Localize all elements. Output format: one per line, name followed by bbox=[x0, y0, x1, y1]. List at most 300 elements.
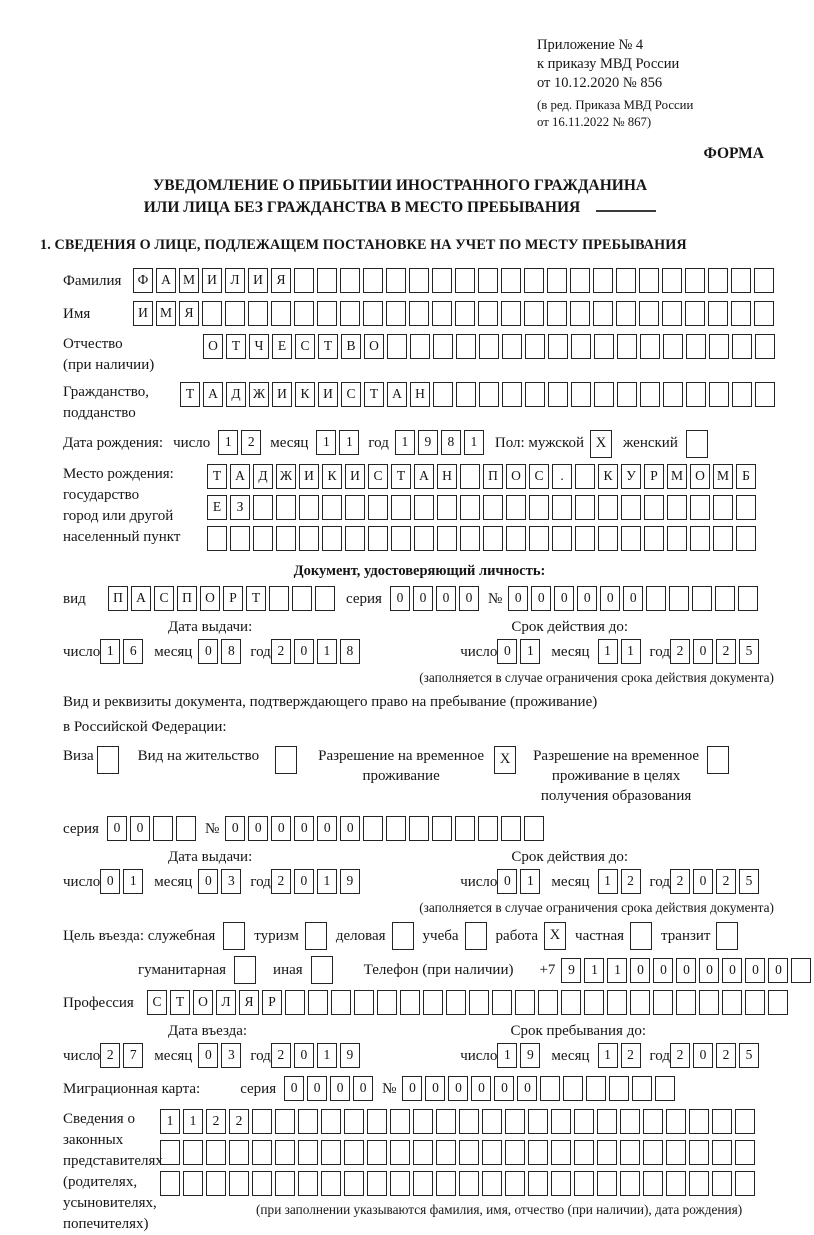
char-box[interactable]: У bbox=[621, 464, 641, 489]
char-box[interactable] bbox=[409, 816, 429, 841]
char-box[interactable] bbox=[391, 495, 411, 520]
char-box[interactable] bbox=[311, 956, 333, 984]
char-box[interactable] bbox=[529, 526, 549, 551]
char-box[interactable] bbox=[298, 1140, 318, 1165]
char-box[interactable] bbox=[202, 301, 222, 326]
char-box[interactable] bbox=[482, 1109, 502, 1134]
char-box[interactable] bbox=[432, 301, 452, 326]
char-box[interactable]: 0 bbox=[745, 958, 765, 983]
char-box[interactable]: 2 bbox=[241, 430, 261, 455]
char-box[interactable] bbox=[391, 526, 411, 551]
char-box[interactable]: 0 bbox=[307, 1076, 327, 1101]
char-box[interactable]: 0 bbox=[554, 586, 574, 611]
char-box[interactable] bbox=[630, 990, 650, 1015]
char-box[interactable] bbox=[713, 495, 733, 520]
char-box[interactable] bbox=[298, 1109, 318, 1134]
char-box[interactable]: М bbox=[667, 464, 687, 489]
char-box[interactable] bbox=[363, 301, 383, 326]
char-box[interactable]: 1 bbox=[621, 639, 641, 664]
char-box[interactable]: 3 bbox=[221, 1043, 241, 1068]
char-box[interactable] bbox=[524, 301, 544, 326]
char-box[interactable] bbox=[791, 958, 811, 983]
char-box[interactable] bbox=[529, 495, 549, 520]
char-box[interactable] bbox=[400, 990, 420, 1015]
char-box[interactable]: 0 bbox=[497, 639, 517, 664]
char-box[interactable] bbox=[715, 586, 735, 611]
char-box[interactable]: 8 bbox=[441, 430, 461, 455]
char-box[interactable] bbox=[479, 382, 499, 407]
char-box[interactable]: Я bbox=[179, 301, 199, 326]
char-box[interactable]: X bbox=[544, 922, 566, 950]
char-box[interactable]: 0 bbox=[390, 586, 410, 611]
char-box[interactable] bbox=[640, 334, 660, 359]
char-box[interactable]: О bbox=[203, 334, 223, 359]
char-box[interactable]: 0 bbox=[294, 869, 314, 894]
char-box[interactable]: 0 bbox=[198, 869, 218, 894]
char-box[interactable] bbox=[344, 1171, 364, 1196]
char-box[interactable] bbox=[322, 495, 342, 520]
char-box[interactable] bbox=[528, 1171, 548, 1196]
char-box[interactable]: Л bbox=[216, 990, 236, 1015]
char-box[interactable] bbox=[321, 1140, 341, 1165]
char-box[interactable] bbox=[409, 301, 429, 326]
char-box[interactable]: 0 bbox=[471, 1076, 491, 1101]
char-box[interactable] bbox=[551, 1140, 571, 1165]
char-box[interactable] bbox=[563, 1076, 583, 1101]
char-box[interactable]: 3 bbox=[221, 869, 241, 894]
char-box[interactable]: Д bbox=[226, 382, 246, 407]
char-box[interactable]: 0 bbox=[448, 1076, 468, 1101]
char-box[interactable] bbox=[646, 586, 666, 611]
char-box[interactable] bbox=[524, 816, 544, 841]
char-box[interactable]: 1 bbox=[317, 1043, 337, 1068]
char-box[interactable]: 0 bbox=[248, 816, 268, 841]
char-box[interactable]: 0 bbox=[402, 1076, 422, 1101]
char-box[interactable] bbox=[276, 526, 296, 551]
char-box[interactable]: 1 bbox=[316, 430, 336, 455]
char-box[interactable] bbox=[620, 1140, 640, 1165]
char-box[interactable]: 0 bbox=[494, 1076, 514, 1101]
char-box[interactable]: А bbox=[230, 464, 250, 489]
char-box[interactable] bbox=[367, 1140, 387, 1165]
char-box[interactable]: 0 bbox=[497, 869, 517, 894]
char-box[interactable] bbox=[735, 1171, 755, 1196]
char-box[interactable] bbox=[593, 268, 613, 293]
char-box[interactable]: 0 bbox=[699, 958, 719, 983]
char-box[interactable] bbox=[275, 1109, 295, 1134]
char-box[interactable]: 1 bbox=[607, 958, 627, 983]
char-box[interactable]: Ф bbox=[133, 268, 153, 293]
char-box[interactable] bbox=[620, 1109, 640, 1134]
char-box[interactable] bbox=[663, 382, 683, 407]
char-box[interactable] bbox=[505, 1140, 525, 1165]
char-box[interactable] bbox=[308, 990, 328, 1015]
char-box[interactable] bbox=[413, 1109, 433, 1134]
char-box[interactable] bbox=[584, 990, 604, 1015]
char-box[interactable]: 0 bbox=[100, 869, 120, 894]
char-box[interactable]: И bbox=[133, 301, 153, 326]
char-box[interactable]: . bbox=[552, 464, 572, 489]
char-box[interactable] bbox=[552, 495, 572, 520]
char-box[interactable] bbox=[299, 495, 319, 520]
char-box[interactable]: 0 bbox=[353, 1076, 373, 1101]
char-box[interactable] bbox=[368, 495, 388, 520]
char-box[interactable] bbox=[367, 1109, 387, 1134]
char-box[interactable] bbox=[275, 746, 297, 774]
char-box[interactable]: 0 bbox=[294, 816, 314, 841]
char-box[interactable]: К bbox=[322, 464, 342, 489]
char-box[interactable] bbox=[528, 1140, 548, 1165]
char-box[interactable] bbox=[183, 1171, 203, 1196]
char-box[interactable]: 0 bbox=[459, 586, 479, 611]
char-box[interactable]: С bbox=[368, 464, 388, 489]
char-box[interactable]: 2 bbox=[716, 639, 736, 664]
char-box[interactable]: О bbox=[200, 586, 220, 611]
char-box[interactable] bbox=[354, 990, 374, 1015]
char-box[interactable] bbox=[616, 301, 636, 326]
char-box[interactable]: 1 bbox=[520, 869, 540, 894]
char-box[interactable]: М bbox=[156, 301, 176, 326]
char-box[interactable] bbox=[390, 1140, 410, 1165]
char-box[interactable] bbox=[432, 268, 452, 293]
char-box[interactable] bbox=[501, 268, 521, 293]
char-box[interactable] bbox=[479, 334, 499, 359]
char-box[interactable] bbox=[571, 334, 591, 359]
char-box[interactable] bbox=[97, 746, 119, 774]
char-box[interactable]: 5 bbox=[739, 639, 759, 664]
char-box[interactable] bbox=[755, 382, 775, 407]
char-box[interactable] bbox=[331, 990, 351, 1015]
char-box[interactable] bbox=[617, 382, 637, 407]
char-box[interactable] bbox=[685, 301, 705, 326]
char-box[interactable]: 0 bbox=[653, 958, 673, 983]
char-box[interactable] bbox=[386, 268, 406, 293]
char-box[interactable]: Р bbox=[223, 586, 243, 611]
char-box[interactable] bbox=[722, 990, 742, 1015]
char-box[interactable] bbox=[502, 334, 522, 359]
char-box[interactable]: Я bbox=[271, 268, 291, 293]
char-box[interactable] bbox=[676, 990, 696, 1015]
char-box[interactable]: 2 bbox=[670, 1043, 690, 1068]
char-box[interactable] bbox=[525, 334, 545, 359]
char-box[interactable] bbox=[538, 990, 558, 1015]
char-box[interactable]: 6 bbox=[123, 639, 143, 664]
char-box[interactable] bbox=[230, 526, 250, 551]
char-box[interactable]: О bbox=[364, 334, 384, 359]
char-box[interactable] bbox=[708, 301, 728, 326]
char-box[interactable]: 0 bbox=[425, 1076, 445, 1101]
char-box[interactable] bbox=[620, 1171, 640, 1196]
char-box[interactable] bbox=[294, 301, 314, 326]
char-box[interactable] bbox=[446, 990, 466, 1015]
char-box[interactable] bbox=[561, 990, 581, 1015]
char-box[interactable] bbox=[551, 1109, 571, 1134]
char-box[interactable]: М bbox=[713, 464, 733, 489]
char-box[interactable] bbox=[340, 301, 360, 326]
char-box[interactable] bbox=[459, 1140, 479, 1165]
char-box[interactable] bbox=[248, 301, 268, 326]
char-box[interactable] bbox=[745, 990, 765, 1015]
char-box[interactable] bbox=[630, 922, 652, 950]
char-box[interactable]: 2 bbox=[206, 1109, 226, 1134]
char-box[interactable] bbox=[413, 1171, 433, 1196]
char-box[interactable] bbox=[206, 1140, 226, 1165]
char-box[interactable]: 9 bbox=[520, 1043, 540, 1068]
char-box[interactable] bbox=[492, 990, 512, 1015]
char-box[interactable]: 2 bbox=[621, 1043, 641, 1068]
char-box[interactable]: 0 bbox=[294, 639, 314, 664]
char-box[interactable] bbox=[363, 816, 383, 841]
char-box[interactable] bbox=[386, 816, 406, 841]
char-box[interactable] bbox=[575, 495, 595, 520]
char-box[interactable] bbox=[392, 922, 414, 950]
char-box[interactable]: 5 bbox=[739, 869, 759, 894]
char-box[interactable] bbox=[716, 922, 738, 950]
char-box[interactable] bbox=[686, 382, 706, 407]
char-box[interactable] bbox=[502, 382, 522, 407]
char-box[interactable] bbox=[176, 816, 196, 841]
char-box[interactable] bbox=[501, 301, 521, 326]
char-box[interactable] bbox=[669, 586, 689, 611]
char-box[interactable] bbox=[275, 1140, 295, 1165]
char-box[interactable]: П bbox=[177, 586, 197, 611]
char-box[interactable]: А bbox=[414, 464, 434, 489]
char-box[interactable]: П bbox=[483, 464, 503, 489]
char-box[interactable]: Е bbox=[272, 334, 292, 359]
char-box[interactable] bbox=[594, 382, 614, 407]
char-box[interactable] bbox=[640, 382, 660, 407]
char-box[interactable] bbox=[271, 301, 291, 326]
char-box[interactable]: 5 bbox=[739, 1043, 759, 1068]
char-box[interactable]: 1 bbox=[339, 430, 359, 455]
char-box[interactable] bbox=[643, 1171, 663, 1196]
char-box[interactable] bbox=[662, 268, 682, 293]
char-box[interactable] bbox=[639, 301, 659, 326]
char-box[interactable]: В bbox=[341, 334, 361, 359]
char-box[interactable] bbox=[685, 268, 705, 293]
char-box[interactable]: Т bbox=[246, 586, 266, 611]
char-box[interactable] bbox=[344, 1109, 364, 1134]
char-box[interactable]: И bbox=[345, 464, 365, 489]
char-box[interactable] bbox=[506, 526, 526, 551]
char-box[interactable] bbox=[299, 526, 319, 551]
char-box[interactable] bbox=[436, 1171, 456, 1196]
char-box[interactable]: П bbox=[108, 586, 128, 611]
char-box[interactable]: О bbox=[690, 464, 710, 489]
char-box[interactable]: 0 bbox=[198, 1043, 218, 1068]
char-box[interactable] bbox=[732, 382, 752, 407]
char-box[interactable] bbox=[460, 495, 480, 520]
char-box[interactable] bbox=[207, 526, 227, 551]
char-box[interactable] bbox=[483, 495, 503, 520]
char-box[interactable] bbox=[344, 1140, 364, 1165]
char-box[interactable] bbox=[223, 922, 245, 950]
char-box[interactable]: Я bbox=[239, 990, 259, 1015]
char-box[interactable] bbox=[456, 334, 476, 359]
char-box[interactable] bbox=[643, 1140, 663, 1165]
char-box[interactable] bbox=[460, 464, 480, 489]
char-box[interactable]: Т bbox=[207, 464, 227, 489]
char-box[interactable]: 1 bbox=[598, 869, 618, 894]
char-box[interactable] bbox=[736, 495, 756, 520]
char-box[interactable] bbox=[410, 334, 430, 359]
char-box[interactable] bbox=[455, 816, 475, 841]
char-box[interactable] bbox=[315, 586, 335, 611]
char-box[interactable] bbox=[653, 990, 673, 1015]
char-box[interactable]: 2 bbox=[229, 1109, 249, 1134]
char-box[interactable] bbox=[363, 268, 383, 293]
char-box[interactable]: X bbox=[494, 746, 516, 774]
char-box[interactable] bbox=[575, 464, 595, 489]
char-box[interactable] bbox=[570, 268, 590, 293]
char-box[interactable] bbox=[571, 382, 591, 407]
char-box[interactable] bbox=[390, 1109, 410, 1134]
char-box[interactable] bbox=[478, 816, 498, 841]
char-box[interactable]: 1 bbox=[395, 430, 415, 455]
char-box[interactable]: 1 bbox=[123, 869, 143, 894]
char-box[interactable]: К bbox=[598, 464, 618, 489]
char-box[interactable]: 0 bbox=[198, 639, 218, 664]
char-box[interactable]: И bbox=[272, 382, 292, 407]
char-box[interactable]: 0 bbox=[600, 586, 620, 611]
char-box[interactable] bbox=[540, 1076, 560, 1101]
char-box[interactable] bbox=[686, 430, 708, 458]
char-box[interactable] bbox=[598, 495, 618, 520]
char-box[interactable] bbox=[575, 526, 595, 551]
char-box[interactable]: И bbox=[299, 464, 319, 489]
char-box[interactable] bbox=[736, 526, 756, 551]
char-box[interactable] bbox=[377, 990, 397, 1015]
char-box[interactable]: 0 bbox=[107, 816, 127, 841]
char-box[interactable]: 0 bbox=[623, 586, 643, 611]
char-box[interactable]: 0 bbox=[577, 586, 597, 611]
char-box[interactable] bbox=[482, 1171, 502, 1196]
char-box[interactable] bbox=[432, 816, 452, 841]
char-box[interactable] bbox=[662, 301, 682, 326]
char-box[interactable]: 0 bbox=[436, 586, 456, 611]
char-box[interactable] bbox=[294, 268, 314, 293]
char-box[interactable] bbox=[386, 301, 406, 326]
char-box[interactable] bbox=[482, 1140, 502, 1165]
char-box[interactable]: 2 bbox=[670, 869, 690, 894]
char-box[interactable] bbox=[666, 1171, 686, 1196]
char-box[interactable] bbox=[253, 495, 273, 520]
char-box[interactable] bbox=[409, 268, 429, 293]
char-box[interactable] bbox=[621, 526, 641, 551]
char-box[interactable] bbox=[597, 1109, 617, 1134]
char-box[interactable]: Т bbox=[391, 464, 411, 489]
char-box[interactable] bbox=[465, 922, 487, 950]
char-box[interactable]: 1 bbox=[160, 1109, 180, 1134]
char-box[interactable] bbox=[276, 495, 296, 520]
char-box[interactable] bbox=[345, 526, 365, 551]
char-box[interactable]: 0 bbox=[271, 816, 291, 841]
char-box[interactable]: 2 bbox=[716, 1043, 736, 1068]
char-box[interactable] bbox=[322, 526, 342, 551]
char-box[interactable]: С bbox=[529, 464, 549, 489]
char-box[interactable] bbox=[505, 1109, 525, 1134]
char-box[interactable] bbox=[253, 526, 273, 551]
char-box[interactable] bbox=[632, 1076, 652, 1101]
char-box[interactable]: Р bbox=[262, 990, 282, 1015]
char-box[interactable] bbox=[321, 1171, 341, 1196]
char-box[interactable]: М bbox=[179, 268, 199, 293]
char-box[interactable] bbox=[478, 268, 498, 293]
char-box[interactable] bbox=[459, 1171, 479, 1196]
char-box[interactable] bbox=[413, 1140, 433, 1165]
char-box[interactable] bbox=[666, 1140, 686, 1165]
char-box[interactable] bbox=[755, 334, 775, 359]
char-box[interactable] bbox=[689, 1140, 709, 1165]
char-box[interactable] bbox=[667, 526, 687, 551]
char-box[interactable] bbox=[754, 301, 774, 326]
char-box[interactable] bbox=[690, 526, 710, 551]
char-box[interactable]: 9 bbox=[340, 1043, 360, 1068]
char-box[interactable] bbox=[597, 1140, 617, 1165]
char-box[interactable] bbox=[712, 1171, 732, 1196]
char-box[interactable]: А bbox=[387, 382, 407, 407]
char-box[interactable]: 2 bbox=[271, 639, 291, 664]
char-box[interactable] bbox=[305, 922, 327, 950]
char-box[interactable]: 0 bbox=[630, 958, 650, 983]
char-box[interactable]: Б bbox=[736, 464, 756, 489]
char-box[interactable]: С bbox=[147, 990, 167, 1015]
char-box[interactable] bbox=[609, 1076, 629, 1101]
char-box[interactable] bbox=[206, 1171, 226, 1196]
char-box[interactable] bbox=[666, 1109, 686, 1134]
char-box[interactable]: Т bbox=[364, 382, 384, 407]
char-box[interactable] bbox=[644, 495, 664, 520]
char-box[interactable] bbox=[732, 334, 752, 359]
char-box[interactable]: 0 bbox=[722, 958, 742, 983]
char-box[interactable]: А bbox=[156, 268, 176, 293]
char-box[interactable] bbox=[731, 301, 751, 326]
char-box[interactable]: 0 bbox=[508, 586, 528, 611]
char-box[interactable]: З bbox=[230, 495, 250, 520]
char-box[interactable] bbox=[501, 816, 521, 841]
char-box[interactable]: К bbox=[295, 382, 315, 407]
char-box[interactable]: 0 bbox=[413, 586, 433, 611]
char-box[interactable]: Ж bbox=[249, 382, 269, 407]
char-box[interactable] bbox=[252, 1171, 272, 1196]
char-box[interactable] bbox=[387, 334, 407, 359]
char-box[interactable]: И bbox=[202, 268, 222, 293]
char-box[interactable]: С bbox=[154, 586, 174, 611]
char-box[interactable]: Н bbox=[410, 382, 430, 407]
char-box[interactable] bbox=[644, 526, 664, 551]
char-box[interactable] bbox=[712, 1109, 732, 1134]
char-box[interactable] bbox=[367, 1171, 387, 1196]
char-box[interactable] bbox=[663, 334, 683, 359]
char-box[interactable] bbox=[574, 1171, 594, 1196]
char-box[interactable] bbox=[469, 990, 489, 1015]
char-box[interactable]: 1 bbox=[183, 1109, 203, 1134]
char-box[interactable] bbox=[548, 382, 568, 407]
char-box[interactable]: 1 bbox=[520, 639, 540, 664]
char-box[interactable] bbox=[712, 1140, 732, 1165]
char-box[interactable]: 0 bbox=[130, 816, 150, 841]
char-box[interactable] bbox=[597, 1171, 617, 1196]
char-box[interactable] bbox=[754, 268, 774, 293]
char-box[interactable]: X bbox=[590, 430, 612, 458]
char-box[interactable] bbox=[547, 301, 567, 326]
char-box[interactable] bbox=[768, 990, 788, 1015]
char-box[interactable] bbox=[731, 268, 751, 293]
char-box[interactable] bbox=[433, 382, 453, 407]
char-box[interactable] bbox=[524, 268, 544, 293]
char-box[interactable]: 1 bbox=[464, 430, 484, 455]
char-box[interactable] bbox=[252, 1109, 272, 1134]
